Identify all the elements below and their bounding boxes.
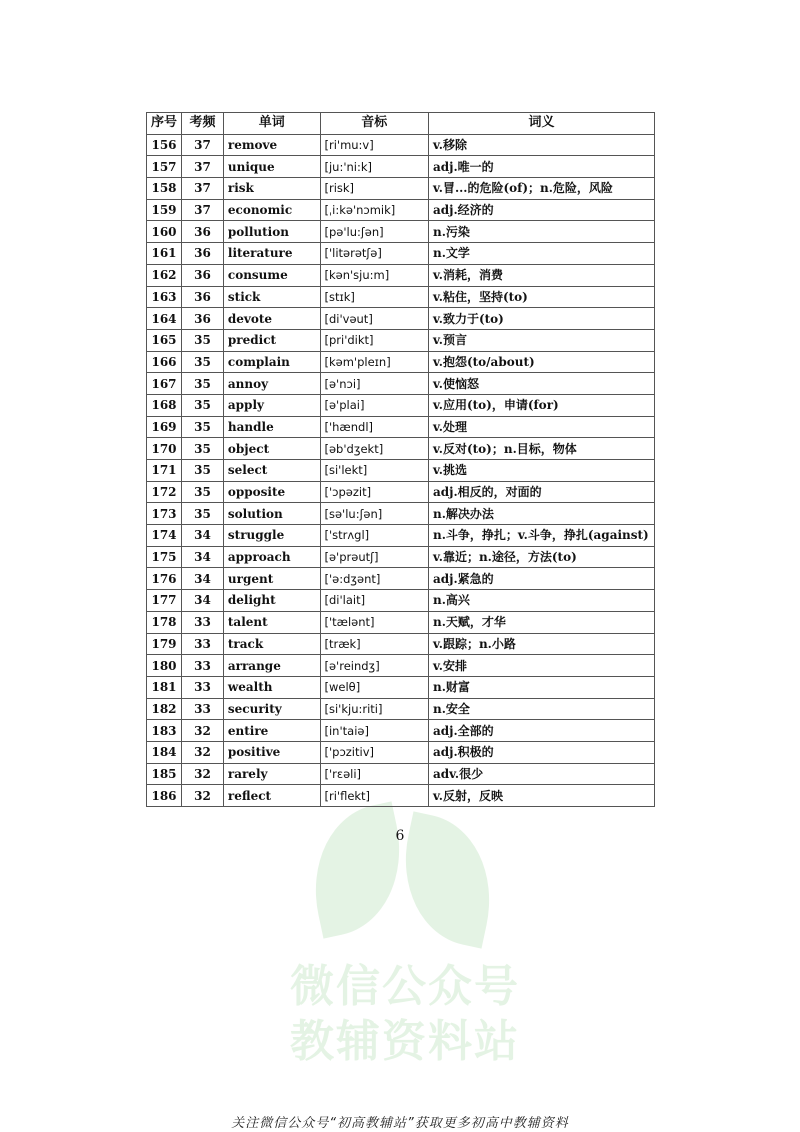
cell-meaning: v.反射，反映 bbox=[429, 785, 655, 807]
cell-index: 174 bbox=[147, 525, 182, 547]
cell-meaning: n.高兴 bbox=[429, 590, 655, 612]
table-row bbox=[147, 351, 655, 373]
cell-meaning: v.抱怨(to/about) bbox=[429, 351, 655, 373]
cell-frequency: 35 bbox=[182, 373, 224, 395]
cell-word: reflect bbox=[223, 785, 320, 807]
header-frequency: 考频 bbox=[182, 113, 224, 135]
table-row bbox=[147, 546, 655, 568]
cell-phonetic: ['pɔzitiv] bbox=[320, 741, 429, 763]
cell-phonetic: [pə'lu:ʃən] bbox=[320, 221, 429, 243]
cell-frequency: 35 bbox=[182, 351, 224, 373]
cell-word: struggle bbox=[223, 525, 320, 547]
cell-word: security bbox=[223, 698, 320, 720]
cell-frequency: 35 bbox=[182, 416, 224, 438]
cell-frequency: 37 bbox=[182, 156, 224, 178]
cell-word: devote bbox=[223, 308, 320, 330]
vocabulary-table bbox=[146, 112, 655, 807]
cell-phonetic: [kən'sju:m] bbox=[320, 264, 429, 286]
cell-word: handle bbox=[223, 416, 320, 438]
header-word: 单词 bbox=[223, 113, 320, 135]
cell-index: 179 bbox=[147, 633, 182, 655]
cell-index: 168 bbox=[147, 394, 182, 416]
cell-frequency: 35 bbox=[182, 503, 224, 525]
cell-frequency: 33 bbox=[182, 611, 224, 633]
cell-frequency: 36 bbox=[182, 264, 224, 286]
table-row bbox=[147, 178, 655, 200]
cell-word: select bbox=[223, 460, 320, 482]
table-row bbox=[147, 156, 655, 178]
cell-phonetic: ['hændl] bbox=[320, 416, 429, 438]
cell-phonetic: [əb'dʒekt] bbox=[320, 438, 429, 460]
cell-index: 165 bbox=[147, 329, 182, 351]
table-row bbox=[147, 503, 655, 525]
cell-word: entire bbox=[223, 720, 320, 742]
table-row bbox=[147, 763, 655, 785]
cell-word: stick bbox=[223, 286, 320, 308]
table-row bbox=[147, 676, 655, 698]
table-row bbox=[147, 416, 655, 438]
table-row bbox=[147, 286, 655, 308]
cell-word: track bbox=[223, 633, 320, 655]
table-row bbox=[147, 590, 655, 612]
cell-meaning: v.靠近；n.途径，方法(to) bbox=[429, 546, 655, 568]
cell-index: 178 bbox=[147, 611, 182, 633]
cell-phonetic: [di'vəut] bbox=[320, 308, 429, 330]
cell-index: 180 bbox=[147, 655, 182, 677]
cell-meaning: v.移除 bbox=[429, 134, 655, 156]
table-row bbox=[147, 373, 655, 395]
cell-frequency: 33 bbox=[182, 676, 224, 698]
cell-frequency: 34 bbox=[182, 568, 224, 590]
table-body bbox=[147, 134, 655, 806]
table-row bbox=[147, 720, 655, 742]
cell-frequency: 37 bbox=[182, 199, 224, 221]
cell-word: object bbox=[223, 438, 320, 460]
cell-phonetic: [ˌi:kə'nɔmik] bbox=[320, 199, 429, 221]
cell-meaning: v.冒...的危险(of)；n.危险，风险 bbox=[429, 178, 655, 200]
cell-frequency: 32 bbox=[182, 741, 224, 763]
cell-index: 170 bbox=[147, 438, 182, 460]
cell-index: 173 bbox=[147, 503, 182, 525]
cell-frequency: 37 bbox=[182, 178, 224, 200]
cell-meaning: n.污染 bbox=[429, 221, 655, 243]
cell-meaning: v.处理 bbox=[429, 416, 655, 438]
watermark-line-2: 教辅资料站 bbox=[290, 1016, 520, 1067]
cell-frequency: 33 bbox=[182, 698, 224, 720]
cell-word: solution bbox=[223, 503, 320, 525]
watermark-line-1: 微信公众号 bbox=[290, 961, 520, 1012]
cell-word: apply bbox=[223, 394, 320, 416]
cell-meaning: v.跟踪；n.小路 bbox=[429, 633, 655, 655]
cell-index: 169 bbox=[147, 416, 182, 438]
header-index: 序号 bbox=[147, 113, 182, 135]
cell-word: talent bbox=[223, 611, 320, 633]
cell-meaning: v.使恼怒 bbox=[429, 373, 655, 395]
cell-index: 171 bbox=[147, 460, 182, 482]
table-row bbox=[147, 655, 655, 677]
cell-phonetic: [ə'reindʒ] bbox=[320, 655, 429, 677]
cell-index: 161 bbox=[147, 243, 182, 265]
cell-phonetic: [in'taiə] bbox=[320, 720, 429, 742]
cell-meaning: adj.唯一的 bbox=[429, 156, 655, 178]
cell-phonetic: [stɪk] bbox=[320, 286, 429, 308]
cell-phonetic: [træk] bbox=[320, 633, 429, 655]
cell-meaning: adj.全部的 bbox=[429, 720, 655, 742]
header-phonetic: 音标 bbox=[320, 113, 429, 135]
cell-meaning: adj.经济的 bbox=[429, 199, 655, 221]
cell-index: 156 bbox=[147, 134, 182, 156]
table-row bbox=[147, 438, 655, 460]
table-row bbox=[147, 264, 655, 286]
cell-word: positive bbox=[223, 741, 320, 763]
table-row bbox=[147, 308, 655, 330]
page-number: 6 bbox=[395, 828, 405, 844]
cell-word: arrange bbox=[223, 655, 320, 677]
cell-frequency: 32 bbox=[182, 720, 224, 742]
cell-word: predict bbox=[223, 329, 320, 351]
cell-index: 157 bbox=[147, 156, 182, 178]
cell-word: literature bbox=[223, 243, 320, 265]
cell-meaning: n.文学 bbox=[429, 243, 655, 265]
cell-frequency: 32 bbox=[182, 763, 224, 785]
cell-phonetic: ['tælənt] bbox=[320, 611, 429, 633]
cell-meaning: v.消耗，消费 bbox=[429, 264, 655, 286]
table-row bbox=[147, 329, 655, 351]
cell-phonetic: [pri'dikt] bbox=[320, 329, 429, 351]
cell-index: 163 bbox=[147, 286, 182, 308]
cell-phonetic: [ri'flekt] bbox=[320, 785, 429, 807]
cell-meaning: v.粘住，坚持(to) bbox=[429, 286, 655, 308]
cell-phonetic: [si'kju:riti] bbox=[320, 698, 429, 720]
cell-phonetic: ['rɛəli] bbox=[320, 763, 429, 785]
cell-index: 162 bbox=[147, 264, 182, 286]
cell-frequency: 36 bbox=[182, 243, 224, 265]
watermark-leaf-left bbox=[299, 801, 417, 938]
cell-frequency: 35 bbox=[182, 394, 224, 416]
cell-word: opposite bbox=[223, 481, 320, 503]
cell-word: approach bbox=[223, 546, 320, 568]
header-meaning: 词义 bbox=[429, 113, 655, 135]
table-row bbox=[147, 221, 655, 243]
cell-index: 159 bbox=[147, 199, 182, 221]
cell-index: 167 bbox=[147, 373, 182, 395]
cell-index: 172 bbox=[147, 481, 182, 503]
table-row bbox=[147, 525, 655, 547]
table-header-row bbox=[147, 113, 655, 135]
table-row bbox=[147, 785, 655, 807]
cell-frequency: 37 bbox=[182, 134, 224, 156]
cell-meaning: adj.紧急的 bbox=[429, 568, 655, 590]
cell-index: 176 bbox=[147, 568, 182, 590]
cell-word: consume bbox=[223, 264, 320, 286]
cell-phonetic: ['litərətʃə] bbox=[320, 243, 429, 265]
cell-index: 177 bbox=[147, 590, 182, 612]
cell-meaning: v.致力于(to) bbox=[429, 308, 655, 330]
cell-index: 185 bbox=[147, 763, 182, 785]
cell-phonetic: [si'lekt] bbox=[320, 460, 429, 482]
table-row bbox=[147, 481, 655, 503]
table-row bbox=[147, 243, 655, 265]
table-row bbox=[147, 698, 655, 720]
cell-index: 158 bbox=[147, 178, 182, 200]
table-row bbox=[147, 611, 655, 633]
cell-phonetic: ['ə:dʒənt] bbox=[320, 568, 429, 590]
cell-meaning: n.安全 bbox=[429, 698, 655, 720]
cell-word: delight bbox=[223, 590, 320, 612]
cell-frequency: 34 bbox=[182, 546, 224, 568]
cell-index: 181 bbox=[147, 676, 182, 698]
cell-word: wealth bbox=[223, 676, 320, 698]
cell-index: 184 bbox=[147, 741, 182, 763]
cell-frequency: 35 bbox=[182, 481, 224, 503]
cell-word: risk bbox=[223, 178, 320, 200]
cell-index: 164 bbox=[147, 308, 182, 330]
watermark bbox=[290, 810, 520, 1067]
cell-index: 166 bbox=[147, 351, 182, 373]
cell-frequency: 35 bbox=[182, 438, 224, 460]
cell-meaning: v.预言 bbox=[429, 329, 655, 351]
cell-phonetic: [ə'plai] bbox=[320, 394, 429, 416]
cell-phonetic: [sə'lu:ʃən] bbox=[320, 503, 429, 525]
cell-word: unique bbox=[223, 156, 320, 178]
cell-phonetic: [risk] bbox=[320, 178, 429, 200]
footer-note: 关注微信公众号“初高教辅站”获取更多初高中教辅资料 bbox=[231, 1116, 569, 1131]
cell-word: complain bbox=[223, 351, 320, 373]
cell-word: remove bbox=[223, 134, 320, 156]
cell-phonetic: [ə'prəutʃ] bbox=[320, 546, 429, 568]
cell-word: rarely bbox=[223, 763, 320, 785]
cell-phonetic: [ri'mu:v] bbox=[320, 134, 429, 156]
cell-meaning: v.应用(to)，申请(for) bbox=[429, 394, 655, 416]
cell-frequency: 32 bbox=[182, 785, 224, 807]
table-row bbox=[147, 134, 655, 156]
cell-frequency: 36 bbox=[182, 308, 224, 330]
cell-frequency: 36 bbox=[182, 286, 224, 308]
cell-phonetic: ['ɔpəzit] bbox=[320, 481, 429, 503]
cell-phonetic: [di'lait] bbox=[320, 590, 429, 612]
cell-word: urgent bbox=[223, 568, 320, 590]
table-row bbox=[147, 568, 655, 590]
cell-phonetic: [welθ] bbox=[320, 676, 429, 698]
cell-meaning: n.财富 bbox=[429, 676, 655, 698]
cell-meaning: adv.很少 bbox=[429, 763, 655, 785]
cell-frequency: 33 bbox=[182, 633, 224, 655]
cell-frequency: 33 bbox=[182, 655, 224, 677]
table-row bbox=[147, 633, 655, 655]
cell-phonetic: [ə'nɔi] bbox=[320, 373, 429, 395]
cell-meaning: v.安排 bbox=[429, 655, 655, 677]
cell-word: economic bbox=[223, 199, 320, 221]
table-row bbox=[147, 741, 655, 763]
cell-meaning: n.天赋，才华 bbox=[429, 611, 655, 633]
cell-index: 183 bbox=[147, 720, 182, 742]
cell-index: 160 bbox=[147, 221, 182, 243]
cell-index: 186 bbox=[147, 785, 182, 807]
cell-frequency: 35 bbox=[182, 329, 224, 351]
cell-index: 182 bbox=[147, 698, 182, 720]
table-row bbox=[147, 394, 655, 416]
cell-frequency: 34 bbox=[182, 590, 224, 612]
cell-phonetic: [ju:'ni:k] bbox=[320, 156, 429, 178]
cell-phonetic: ['strʌgl] bbox=[320, 525, 429, 547]
cell-meaning: adj.积极的 bbox=[429, 741, 655, 763]
cell-meaning: n.解决办法 bbox=[429, 503, 655, 525]
table-row bbox=[147, 199, 655, 221]
cell-meaning: v.挑选 bbox=[429, 460, 655, 482]
cell-meaning: v.反对(to)；n.目标，物体 bbox=[429, 438, 655, 460]
cell-index: 175 bbox=[147, 546, 182, 568]
cell-word: annoy bbox=[223, 373, 320, 395]
table-row bbox=[147, 460, 655, 482]
cell-frequency: 34 bbox=[182, 525, 224, 547]
cell-phonetic: [kəm'pleɪn] bbox=[320, 351, 429, 373]
cell-meaning: n.斗争，挣扎；v.斗争，挣扎(against) bbox=[429, 525, 655, 547]
cell-meaning: adj.相反的，对面的 bbox=[429, 481, 655, 503]
cell-frequency: 36 bbox=[182, 221, 224, 243]
cell-frequency: 35 bbox=[182, 460, 224, 482]
cell-word: pollution bbox=[223, 221, 320, 243]
